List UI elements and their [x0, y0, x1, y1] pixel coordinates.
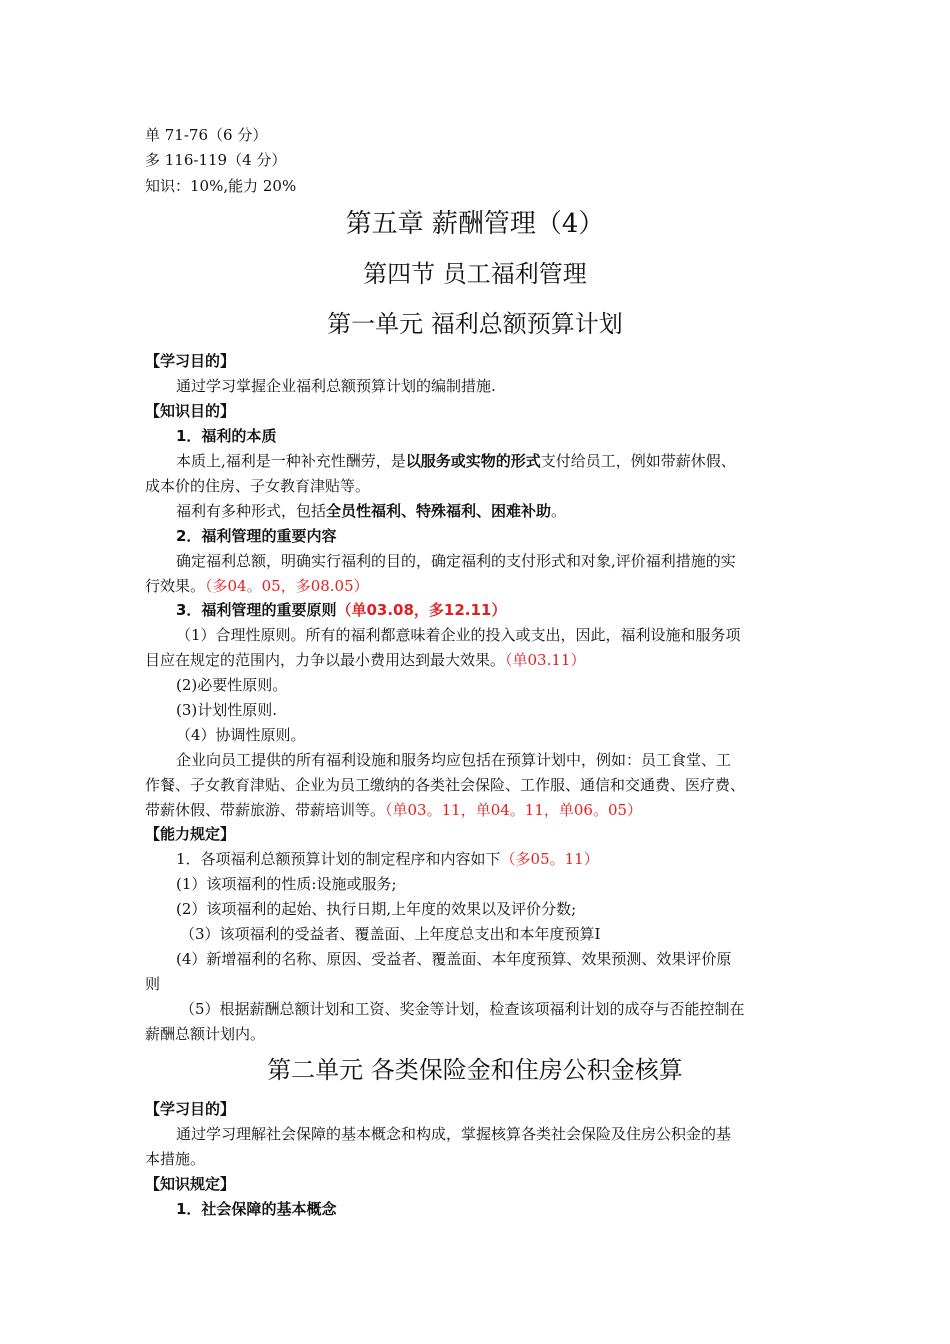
ability-item1 — [176, 849, 599, 869]
ability-item2: (1）该项福利的性质:设施或服务; — [176, 875, 397, 893]
unit1-study-goal-text: 通过学习掌握企业福利总额预算计划的编制措施. — [176, 377, 496, 395]
k1-paragraph-line2: 成本价的住房、子女教育津贴等。 — [145, 477, 371, 495]
section-title: 第四节 员工福利管理 — [363, 260, 587, 288]
k3-paragraph-line2: 作餐、子女教育津贴、企业为员工缴纳的各类社会保险、工作服、通信和交通费、医疗费、 — [145, 776, 746, 794]
ability-item3: (2）该项福利的起始、执行日期,上年度的效果以及评价分数; — [176, 900, 577, 918]
unit1-knowledge-heading: 【知识目的】 — [145, 402, 236, 420]
ability-item6-line2: 薪酬总额计划内。 — [145, 1025, 266, 1043]
ability-item1-text: 1．各项福利总额预算计划的制定程序和内容如下 — [176, 850, 501, 868]
k3-principle2: (2)必要性原则。 — [176, 676, 288, 694]
k3-paragraph-line3 — [145, 800, 642, 820]
k3-principle1-exam-ref: （单03.11） — [505, 651, 586, 669]
k3-principle4: （4）协调性原则。 — [176, 726, 306, 744]
unit2-k1-heading: 1．社会保障的基本概念 — [176, 1200, 337, 1218]
unit2-title: 第二单元 各类保险金和住房公积金核算 — [267, 1056, 683, 1084]
score-weights: 知识：10%,能力 20% — [145, 177, 297, 195]
ability-item1-exam-ref: （多05。11） — [500, 850, 599, 868]
k3-principle1-line1: （1）合理性原则。所有的福利都意味着企业的投入或支出，因此，福利设施和服务项 — [176, 626, 741, 644]
k2-paragraph-line1: 确定福利总额，明确实行福利的目的，确定福利的支付形式和对象,评价福利措施的实 — [176, 552, 736, 570]
k1-text-c: 支付给员工，例如带薪休假、 — [540, 452, 736, 470]
k1-text-a: 本质上,福利是一种补充性酬劳，是 — [176, 452, 406, 470]
unit2-knowledge-heading: 【知识规定】 — [145, 1175, 236, 1193]
unit2-study-goal-line2: 本措施。 — [145, 1150, 206, 1168]
multi-choice-range: 多 116-119（4 分） — [145, 151, 287, 169]
single-choice-range: 单 71-76（6 分） — [145, 126, 268, 144]
ability-item5-line2: 则 — [145, 975, 161, 993]
k3-paragraph-exam-ref: （单03。11，单04。11，单06。05） — [385, 801, 643, 819]
ability-heading: 【能力规定】 — [145, 825, 236, 843]
unit2-study-goal-line1: 通过学习理解社会保障的基本概念和构成，掌握核算各类社会保险及住房公积金的基 — [176, 1125, 732, 1143]
k3-principle1-text: 目应在规定的范围内，力争以最小费用达到最大效果。 — [145, 651, 506, 669]
k1-paragraph2 — [176, 501, 566, 521]
k1-heading: 1．福利的本质 — [176, 427, 277, 445]
k2-heading: 2．福利管理的重要内容 — [176, 527, 337, 545]
unit1-title: 第一单元 福利总额预算计划 — [327, 310, 623, 338]
k3-principle3: (3)计划性原则. — [176, 701, 278, 719]
k1-p2-text-a: 福利有多种形式，包括 — [176, 502, 327, 520]
k2-exam-ref: （多04。05，多08.05） — [205, 577, 369, 595]
unit1-study-goal-heading: 【学习目的】 — [145, 352, 236, 370]
k3-paragraph-text: 带薪休假、带薪旅游、带薪培训等。 — [145, 801, 386, 819]
chapter-title: 第五章 薪酬管理（4） — [345, 209, 605, 239]
k1-p2-text-c: 。 — [551, 502, 567, 520]
k3-principle1-line2 — [145, 650, 585, 670]
k3-heading — [176, 600, 506, 620]
ability-item5-line1: (4）新增福利的名称、原因、受益者、覆盖面、本年度预算、效果预测、效果评价原 — [176, 950, 732, 968]
ability-item6-line1: （5）根据薪酬总额计划和工资、奖金等计划，检查该项福利计划的成夺与否能控制在 — [180, 1000, 745, 1018]
k2-text: 行效果。 — [145, 577, 206, 595]
k3-paragraph-line1: 企业向员工提供的所有福利设施和服务均应包括在预算计划中，例如：员工食堂、工 — [176, 751, 732, 769]
k3-heading-text: 3．福利管理的重要原则 — [176, 601, 337, 619]
unit2-study-goal-heading: 【学习目的】 — [145, 1100, 236, 1118]
k1-p2-text-bold: 全员性福利、特殊福利、困难补助 — [326, 502, 552, 520]
k1-text-b-bold: 以服务或实物的形式 — [405, 452, 541, 470]
ability-item4: （3）该项福利的受益者、覆盖面、上年度总支出和本年度预算I — [180, 925, 601, 943]
k1-paragraph-line1 — [176, 451, 736, 471]
k3-exam-ref: （单03.08，多12.11） — [336, 601, 507, 619]
k2-paragraph-line2 — [145, 576, 369, 596]
